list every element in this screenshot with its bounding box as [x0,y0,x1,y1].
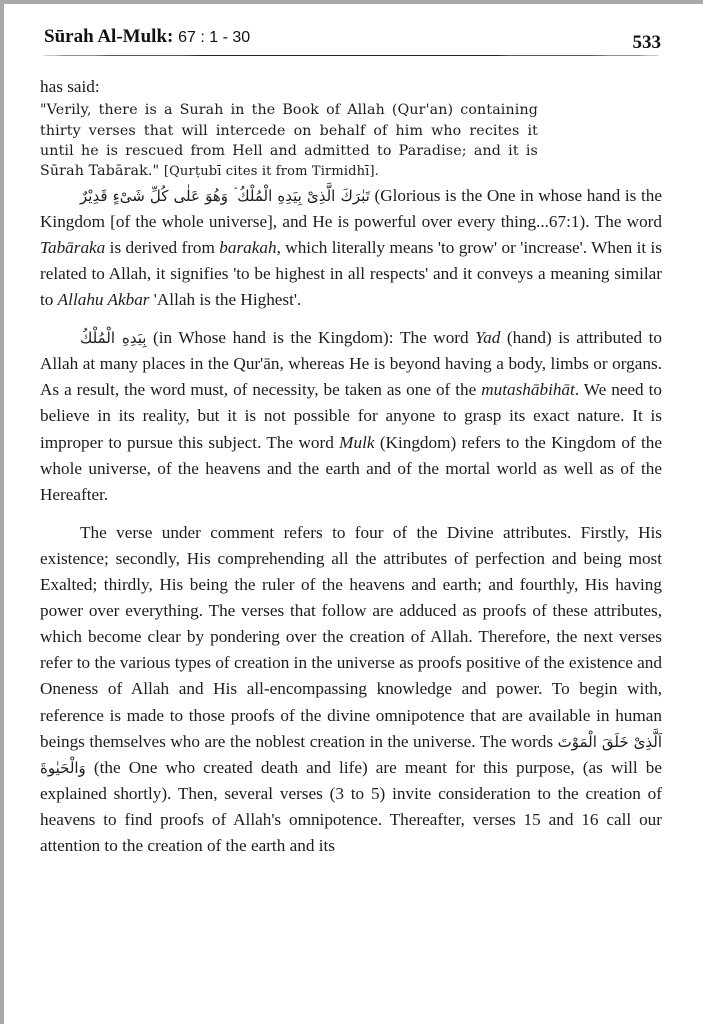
paragraph-text: . We need to believe in its reality, but it is not possible for anyone to grasp its exact nature. It is improper to pursue this subject. The word [40,380,662,452]
italic-term: Tabāraka [40,237,106,257]
paragraph-text: , which literally means 'to grow' or 'increase'. When it is related to Allah, it signifies 'to be highest in all respects' and it conveys a meaning similar to [40,237,662,310]
paragraph-text: (the One who created death and life) are meant for this purpose, (as will be explained shortly). Then, several verses (3 to 5) invite consideration to the creation of heavens to find proofs of Allah's omnipotence. Thereafter, verses 15 and 16 call our attention to the creation of the earth and its [40,757,662,855]
paragraph-text: (Glorious is the One in whose hand is the Kingdom [of the whole universe], and He is powerful over every thing...67:1). The word [40,185,663,231]
verse-range: 67 : 1 - 30 [178,29,251,46]
arabic-verse: تَبٰرَكَ الَّذِىْ بِيَدِهِ الْمُلْكُ ۡ وَهُوَ عَلٰى كُلِّ شَىْءٍ قَدِيْرٌ [80,186,370,205]
quote-text: "Verily, there is a Surah in the Book of Allah (Qur'an) containing thirty verses that will intercede on behalf of him who recites it until he is rescued from Hell and admitted to Paradise; and it is Sūrah Tabārak." [40,102,538,180]
running-title [44,26,250,48]
header-rule [40,55,662,56]
paragraph-text: (hand) is attributed to Allah at many places in the Qur'ān, whereas He is beyond having a body, limbs or organs. As a result, the word must, of necessity, be taken as one of the [40,328,663,400]
paragraph-text: (in Whose hand is the Kingdom): The word [146,328,476,348]
book-page [4,4,703,1024]
paragraph-divine-attributes [40,520,662,859]
arabic-phrase: بِيَدِهِ الْمُلْكُ [80,329,147,348]
hadith-quote [40,100,538,183]
italic-term: Allahu Akbar [57,290,150,310]
paragraph-text: (Kingdom) refers to the Kingdom of the whole universe, of the heavens and the earth and of the mortal world as well as of the Hereafter. [40,432,662,504]
italic-term: Yad [475,328,501,348]
body-text [40,74,662,859]
paragraph-biyadihi [40,325,662,508]
lead-line: has said: [40,77,100,96]
surah-title: Sūrah Al-Mulk: [44,26,174,47]
page-header [44,26,661,56]
arabic-phrase: اَلَّذِىْ خَلَقَ الْمَوْتَ وَالْحَيٰوةَ [40,732,662,777]
italic-term: mutashābihāt [481,380,575,400]
italic-term: barakah [219,237,277,257]
page-number: 533 [632,32,661,53]
italic-term: Mulk [339,432,375,452]
paragraph-tabaraka [40,183,662,313]
paragraph-text: The verse under comment refers to four of the Divine attributes. Firstly, His existence; secondly, His comprehending all the attributes of perfection and being most Exalted; thirdly, His being the ruler of the heavens and earth; and fourthly, His having power over everything. The verses that follow are adduced as proofs of these attributes, which become clear by pondering over the creation of Allah. Therefore, the next verses refer to the various types of creation in the universe as proofs positive of the existence and Oneness of Allah and His all-encompassing knowledge and power. To begin with, reference is made to those proofs of the divine omnipotence that are available in human beings themselves who are the noblest creation in the universe. The words [40,522,662,751]
paragraph-text: is derived from [105,237,220,257]
quote-citation: [Qurṭubī cites it from Tirmidhī]. [163,164,379,180]
paragraph-text: 'Allah is the Highest'. [149,290,302,310]
